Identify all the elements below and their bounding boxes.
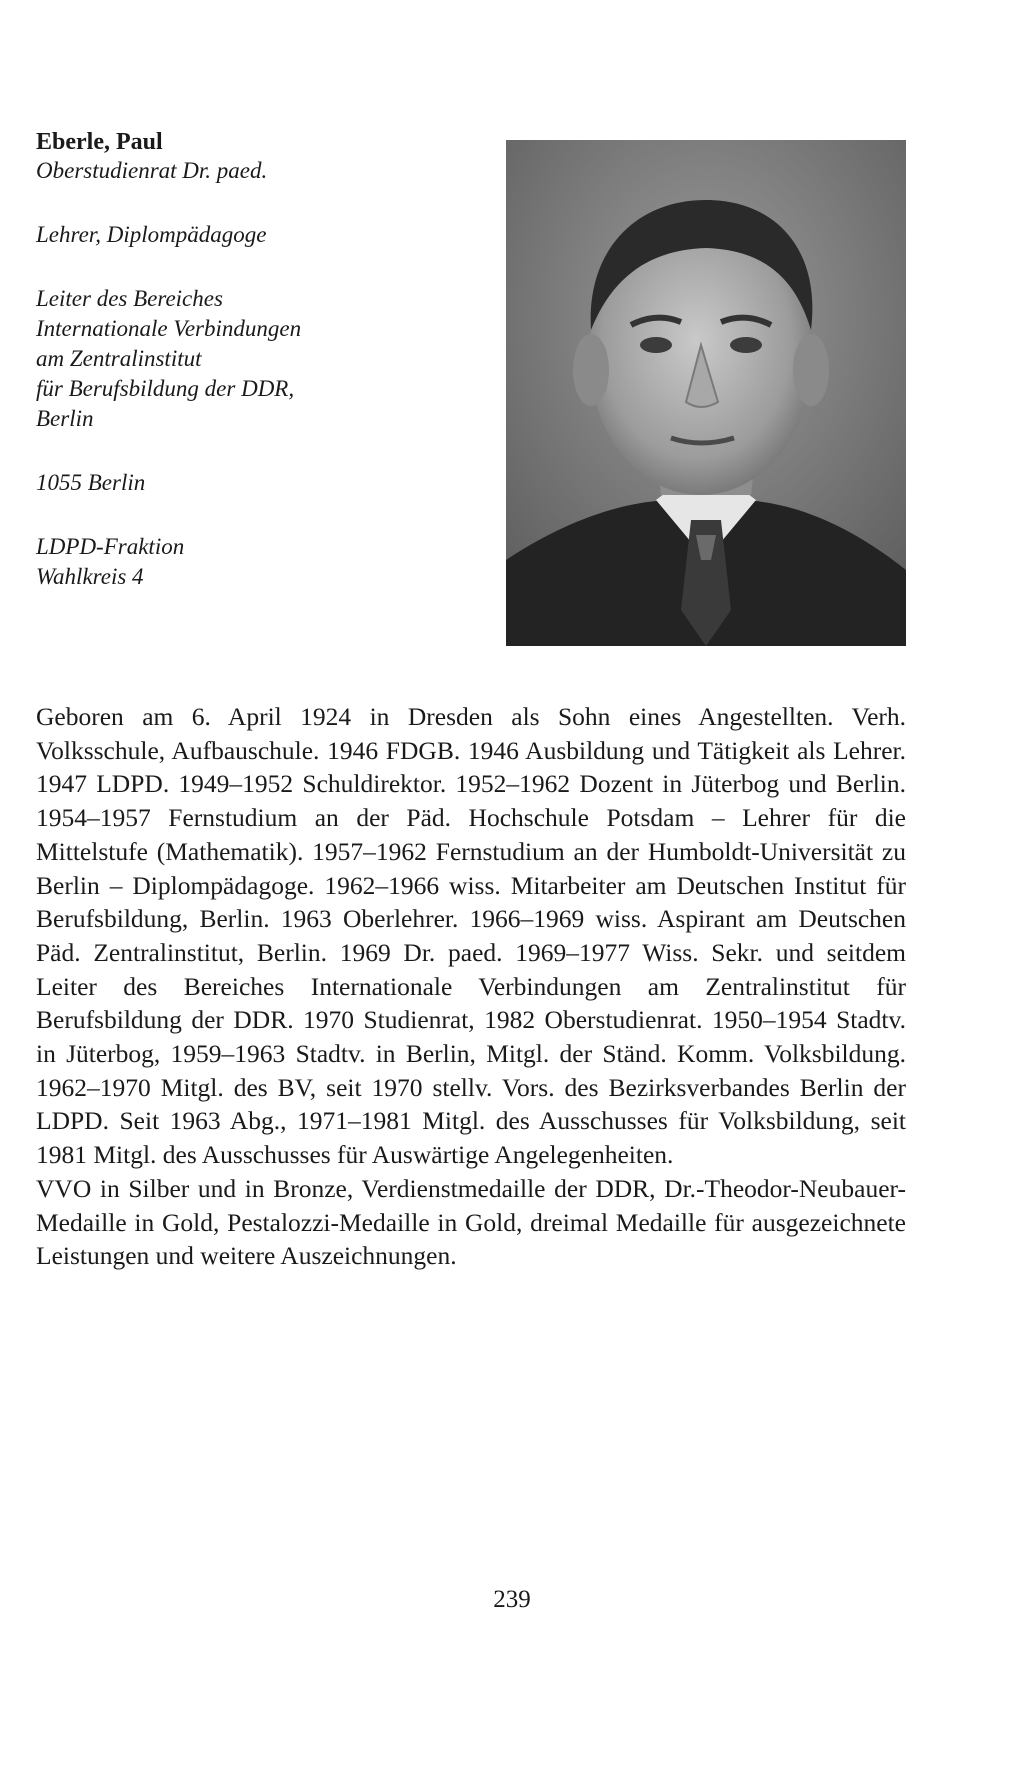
person-district: Wahlkreis 4 [36,564,144,589]
biography-paragraph: VVO in Silber und in Bronze, Verdienstmedaille der DDR, Dr.-Theodor-Neubauer-Medaille in Gold, Pestalozzi-Medaille in Gold, dreimal Medaille für ausgezeichnete Leistungen und weitere Auszeichnungen. [36,1173,906,1271]
position-line: für Berufsbildung der DDR, [36,376,295,401]
biography-paragraph: Geboren am 6. April 1924 in Dresden als Sohn eines Angestellten. Verh. Volksschule, Aufbauschule. 1946 FDGB. 1946 Ausbildung und Tätigkeit als Lehrer. 1947 LDPD. 1949–1952 Schuldirektor. 1952–1962 Dozent in Jüterbog und Berlin. 1954–1957 Fernstudium an der Päd. Hochschule Potsdam – Lehrer für die Mittelstufe (Mathematik). 1957–1962 Fernstudium an der Humboldt-Universität zu Berlin – Diplompädagoge. 1962–1966 wiss. Mitarbeiter am Deutschen Institut für Berufsbildung, Berlin. 1963 Oberlehrer. 1966–1969 wiss. Aspirant am Deutschen Päd. Zentralinstitut, Berlin. 1969 Dr. paed. 1969–1977 Wiss. Sekr. und seitdem Leiter des Bereiches Internationale Verbindungen am Zentralinstitut für Berufsbildung der DDR. 1970 Studienrat, 1982 Oberstudienrat. 1950–1954 Stadtv. in Jüterbog, 1959–1963 Stadtv. in Berlin, Mitgl. der Ständ. Komm. Volksbildung. 1962–1970 Mitgl. des BV, seit 1970 stellv. Vors. des Bezirksverbandes Berlin der LDPD. Seit 1963 Abg., 1971–1981 Mitgl. des Ausschusses für Volksbildung, seit 1981 Mitgl. des Ausschusses für Auswärtige Angelegenheiten. [36,702,906,1170]
page-number: 239 [493,1586,531,1613]
position-line: Leiter des Bereiches [36,286,223,311]
person-title: Oberstudienrat Dr. paed. [36,158,268,183]
person-faction: LDPD-Fraktion [36,534,185,559]
biography [36,700,906,1273]
portrait-image [506,140,906,646]
position-line: am Zentralinstitut [36,346,202,371]
person-header [36,128,436,592]
person-name: Eberle, Paul [36,129,163,155]
position-line: Berlin [36,406,94,431]
portrait-photo [506,140,906,646]
position-line: Internationale Verbindungen [36,316,302,341]
person-address: 1055 Berlin [36,470,146,495]
person-profession: Lehrer, Diplompädagoge [36,222,267,247]
